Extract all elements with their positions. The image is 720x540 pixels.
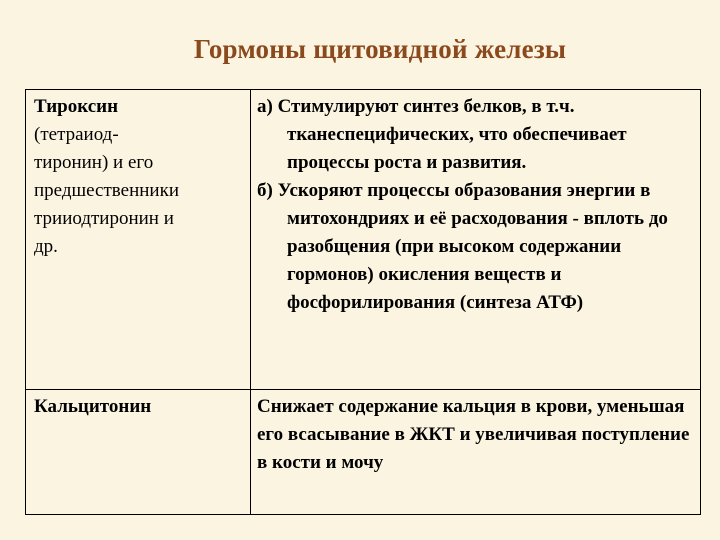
hormone-name: Кальцитонин bbox=[34, 396, 152, 417]
hormone-effect-cell bbox=[251, 390, 701, 515]
hormone-detail-line: др. bbox=[34, 236, 58, 257]
hormone-detail-line: предшественники bbox=[34, 180, 179, 201]
effect-text: Снижает содержание кальция в крови, уменьшая его всасывание в ЖКТ и увеличивая поступление в кости и мочу bbox=[257, 396, 690, 473]
hormone-name: Тироксин bbox=[34, 96, 119, 117]
table-row bbox=[26, 90, 701, 390]
slide-title: Гормоны щитовидной железы bbox=[193, 34, 567, 64]
effect-item-b: б) Ускоряют процессы образования энергии в митохондриях и её расходования - вплоть до разобщения (при высоком содержании гормонов) окисления веществ и фосфорилирования (синтеза АТФ) bbox=[257, 180, 668, 313]
hormone-name-cell bbox=[26, 390, 251, 515]
hormone-name-cell bbox=[26, 90, 251, 390]
hormone-detail-line: тиронин) и его bbox=[34, 152, 154, 173]
hormone-detail-line: (тетраиод- bbox=[34, 124, 119, 145]
hormones-table bbox=[25, 89, 701, 515]
table-row bbox=[26, 390, 701, 515]
hormone-detail-line: трииодтиронин и bbox=[34, 208, 174, 229]
hormone-effect-cell bbox=[251, 90, 701, 390]
effect-item-a: а) Стимулируют синтез белков, в т.ч. тканеспецифических, что обеспечивает процессы роста и развития. bbox=[257, 96, 627, 173]
